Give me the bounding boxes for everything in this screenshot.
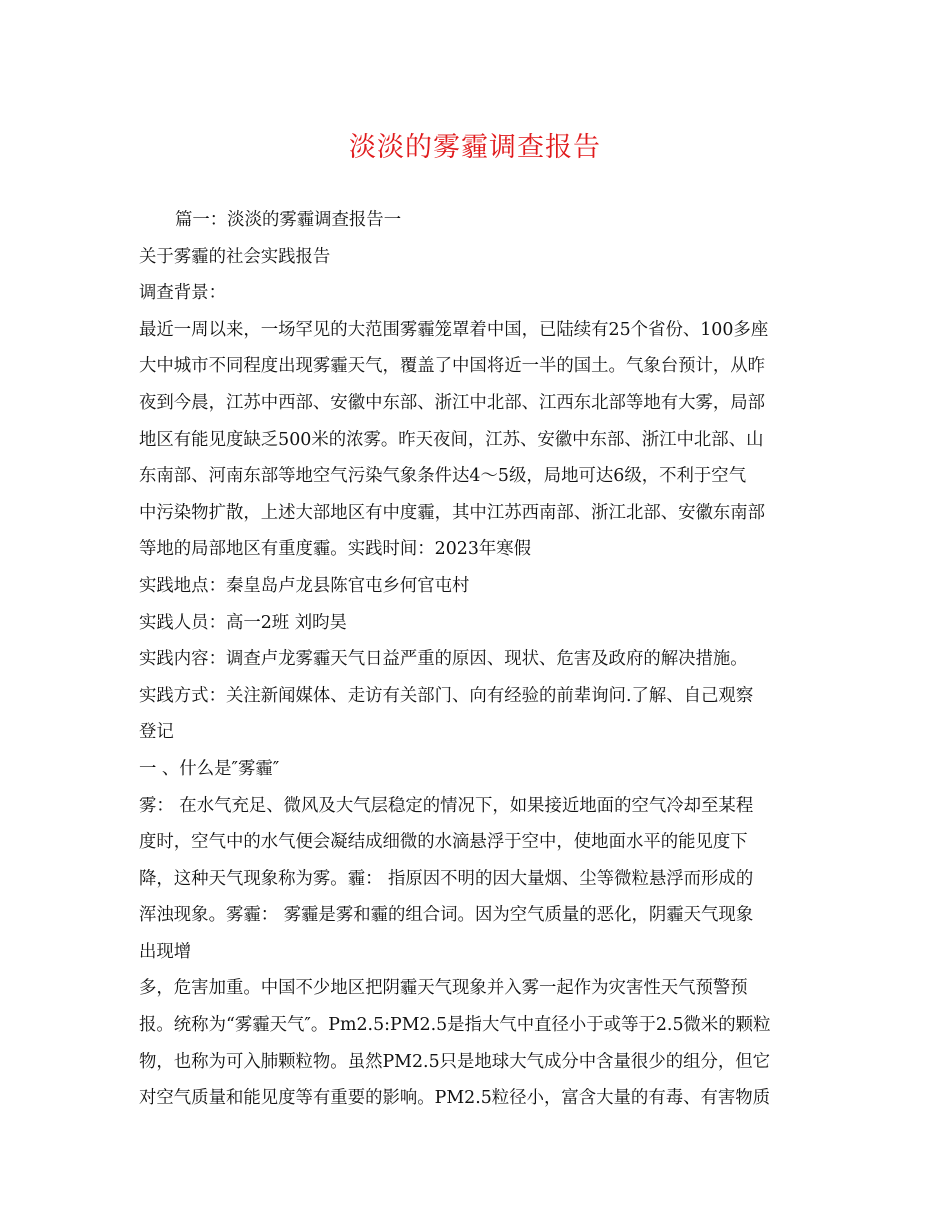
text-line: 实践内容：调查卢龙雾霾天气日益严重的原因、现状、危害及政府的解决措施。 — [139, 649, 748, 670]
text-line: 多，危害加重。中国不少地区把阴霾天气现象并入雾一起作为灾害性天气预警预 — [139, 978, 748, 999]
text-line: 出现增 — [139, 941, 192, 962]
document-body — [139, 202, 815, 1117]
text-line: 实践方式：关注新闻媒体、走访有关部门、向有经验的前辈询问.了解、自己观察 — [139, 685, 754, 706]
text-line: 度时，空气中的水气便会凝结成细微的水滴悬浮于空中，使地面水平的能见度下 — [139, 832, 748, 853]
text-line: 实践人员：高一2班 刘昀昊 — [139, 612, 347, 633]
text-line: 对空气质量和能见度等有重要的影响。PM2.5粒径小，富含大量的有毒、有害物质 — [139, 1088, 771, 1109]
text-line: 登记 — [139, 722, 174, 743]
text-line: 中污染物扩散，上述大部地区有中度霾，其中江苏西南部、浙江北部、安徽东南部 — [139, 502, 766, 523]
document-title: 淡淡的雾霾调查报告 — [349, 132, 601, 163]
text-line: 大中城市不同程度出现雾霾天气，覆盖了中国将近一半的国土。气象台预计，从昨 — [139, 356, 766, 377]
text-line: 调查背景： — [139, 283, 226, 304]
text-line: 一 、什么是″雾霾″ — [139, 758, 280, 779]
text-line: 篇一：淡淡的雾霾调查报告一 — [175, 210, 402, 230]
text-line: 等地的局部地区有重度霾。实践时间：2023年寒假 — [139, 539, 532, 560]
text-line: 东南部、河南东部等地空气污染气象条件达4～5级，局地可达6级，不利于空气 — [139, 466, 747, 487]
text-line: 雾： 在水气充足、微风及大气层稳定的情况下，如果接近地面的空气冷却至某程 — [139, 795, 754, 816]
text-line: 降，这种天气现象称为雾。霾： 指原因不明的因大量烟、尘等微粒悬浮而形成的 — [139, 868, 754, 889]
text-line: 夜到今晨，江苏中西部、安徽中东部、浙江中北部、江西东北部等地有大雾，局部 — [139, 392, 766, 413]
text-line: 关于雾霾的社会实践报告 — [139, 246, 331, 267]
text-line: 最近一周以来，一场罕见的大范围雾霾笼罩着中国，已陆续有25个省份、100多座 — [139, 319, 769, 340]
text-line: 物，也称为可入肺颗粒物。虽然PM2.5只是地球大气成分中含量很少的组分，但它 — [139, 1051, 771, 1072]
text-line: 地区有能见度缺乏500米的浓雾。昨天夜间，江苏、安徽中东部、浙江中北部、山 — [139, 429, 764, 450]
text-line: 浑浊现象。雾霾： 雾霾是雾和霾的组合词。因为空气质量的恶化，阴霾天气现象 — [139, 905, 754, 926]
text-line: 实践地点：秦皇岛卢龙县陈官屯乡何官屯村 — [139, 575, 470, 596]
text-line: 报。统称为“雾霾天气″。Pm2.5:PM2.5是指大气中直径小于或等于2.5微米的颗粒 — [139, 1015, 771, 1036]
